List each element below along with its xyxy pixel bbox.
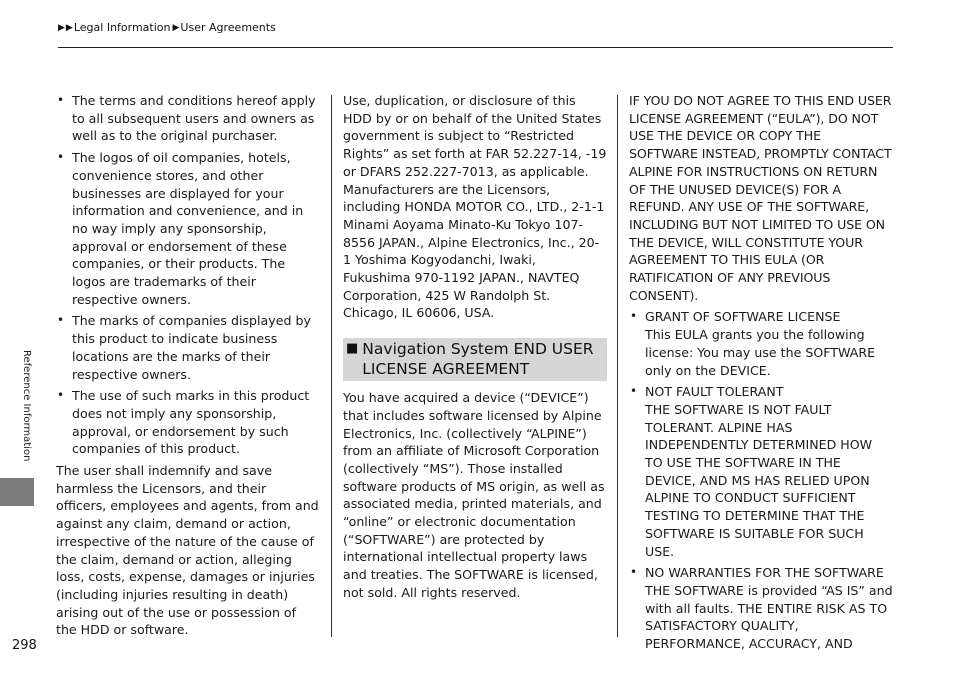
list-item: • The logos of oil companies, hotels, convenience stores, and other businesses are displayed for your information and convenience, and in no way imply any sponsorship, approval or endorsement of these companies, or their products. The logos are trademarks of their respective owners. (57, 150, 304, 307)
bullet-list (56, 92, 320, 458)
clause-text: THE SOFTWARE is provided “AS IS” and with all faults. THE ENTIRE RISK AS TO SATISFACTORY QUALITY, PERFORMANCE, ACCURACY, AND (645, 582, 893, 652)
list-item: • The marks of companies displayed by this product to indicate business locations are the marks of their respective owners. (57, 313, 311, 382)
square-icon: ■ (346, 341, 359, 357)
page-number: 298 (12, 638, 37, 653)
restricted-rights-paragraph: Use, duplication, or disclosure of this HDD by or on behalf of the United States government is subject to “Restricted Rights” as set forth at FAR 52.227-14, -19 or DFARS 252.227-7013, as applicable. Manufacturers are the Licensors, including HONDA MOTOR CO., LTD., 2-1-1 Minami Aoyama Minato-Ku Tokyo 107-8556 JAPAN., Alpine Electronics, Inc., 20-1 Yoshima Kogyodanchi, Iwaki, Fukushima 970-1192 JAPAN., NAVTEQ Corporation, 425 W Randolph St. Chicago, IL 60606, USA. (343, 93, 607, 321)
column-1 (56, 92, 320, 643)
bullet-icon: • (57, 313, 65, 328)
column-2 (343, 92, 607, 606)
bullet-icon: • (630, 384, 638, 399)
eula-intro-paragraph: You have acquired a device (“DEVICE”) that includes software licensed by Alpine Electronics, Inc. (collectively “ALPINE”) from an affiliate of Microsoft Corporation (collectively “MS”). Those installed software products of MS origin, as well as associated media, printed materials, and “online” or electronic documentation (“SOFTWARE”) are protected by international intellectual property laws and treaties. The SOFTWARE is licensed, not sold. All rights reserved. (343, 390, 605, 600)
clause-text: THE SOFTWARE IS NOT FAULT TOLERANT. ALPINE HAS INDEPENDENTLY DETERMINED HOW TO USE THE SOFTWARE IN THE DEVICE, AND MS HAS RELIED UPON ALPINE TO CONDUCT SUFFICIENT TESTING TO DETERMINE THAT THE SOFTWARE IS SUITABLE FOR SUCH USE. (645, 401, 873, 559)
eula-clause-list (629, 308, 893, 652)
clause-heading: GRANT OF SOFTWARE LICENSE (645, 309, 841, 325)
list-item: • The terms and conditions hereof apply to all subsequent users and owners as well as to the original purchaser. (57, 93, 316, 144)
clause-heading: NOT FAULT TOLERANT (645, 384, 784, 400)
indemnify-paragraph: The user shall indemnify and save harmless the Licensors, and their officers, employees and agents, from and against any claim, demand or action, irrespective of the nature of the cause of the claim, demand or action, alleging loss, costs, expense, damages or injuries (including injuries resulting in death) arising out of the use or possession of the HDD or software. (56, 463, 319, 638)
list-item: • The use of such marks in this product does not imply any sponsorship, approval, or endorsement by such companies of this product. (57, 388, 310, 457)
breadcrumb-item-user-agreements[interactable]: User Agreements (180, 21, 276, 34)
header-divider (58, 47, 893, 48)
bullet-icon: • (630, 309, 638, 324)
list-item (629, 383, 893, 560)
triangle-right-icon: ▶ (58, 22, 65, 33)
breadcrumb-item-legal-information[interactable]: Legal Information (73, 21, 171, 34)
bullet-icon: • (57, 388, 65, 403)
side-section-label: Reference Information (21, 350, 32, 462)
bullet-icon: • (57, 93, 65, 107)
section-heading (343, 338, 607, 381)
triangle-right-icon: ▶ (172, 22, 180, 33)
column-3 (629, 92, 893, 657)
bullet-icon: • (630, 565, 638, 580)
list-item (629, 564, 893, 653)
triangle-right-icon: ▶ (65, 22, 73, 33)
breadcrumb (58, 21, 278, 34)
bullet-icon: • (57, 150, 65, 165)
column-divider (331, 95, 332, 637)
side-section-tab (0, 478, 34, 506)
clause-heading: NO WARRANTIES FOR THE SOFTWARE (645, 565, 884, 581)
section-title: Navigation System END USER LICENSE AGREEMENT (362, 340, 594, 379)
eula-warning-paragraph: IF YOU DO NOT AGREE TO THIS END USER LICENSE AGREEMENT (“EULA”), DO NOT USE THE DEVICE OR COPY THE SOFTWARE INSTEAD, PROMPTLY CONTACT ALPINE FOR INSTRUCTIONS ON RETURN OF THE UNUSED DEVICE(S) FOR A REFUND. ANY USE OF THE SOFTWARE, INCLUDING BUT NOT LIMITED TO USE ON THE DEVICE, WILL CONSTITUTE YOUR AGREEMENT TO THIS EULA (OR RATIFICATION OF ANY PREVIOUS CONSENT). (629, 93, 892, 303)
clause-text: This EULA grants you the following license: You may use the SOFTWARE only on the DEVICE. (645, 327, 876, 378)
list-item (629, 308, 893, 379)
column-divider (617, 95, 618, 637)
